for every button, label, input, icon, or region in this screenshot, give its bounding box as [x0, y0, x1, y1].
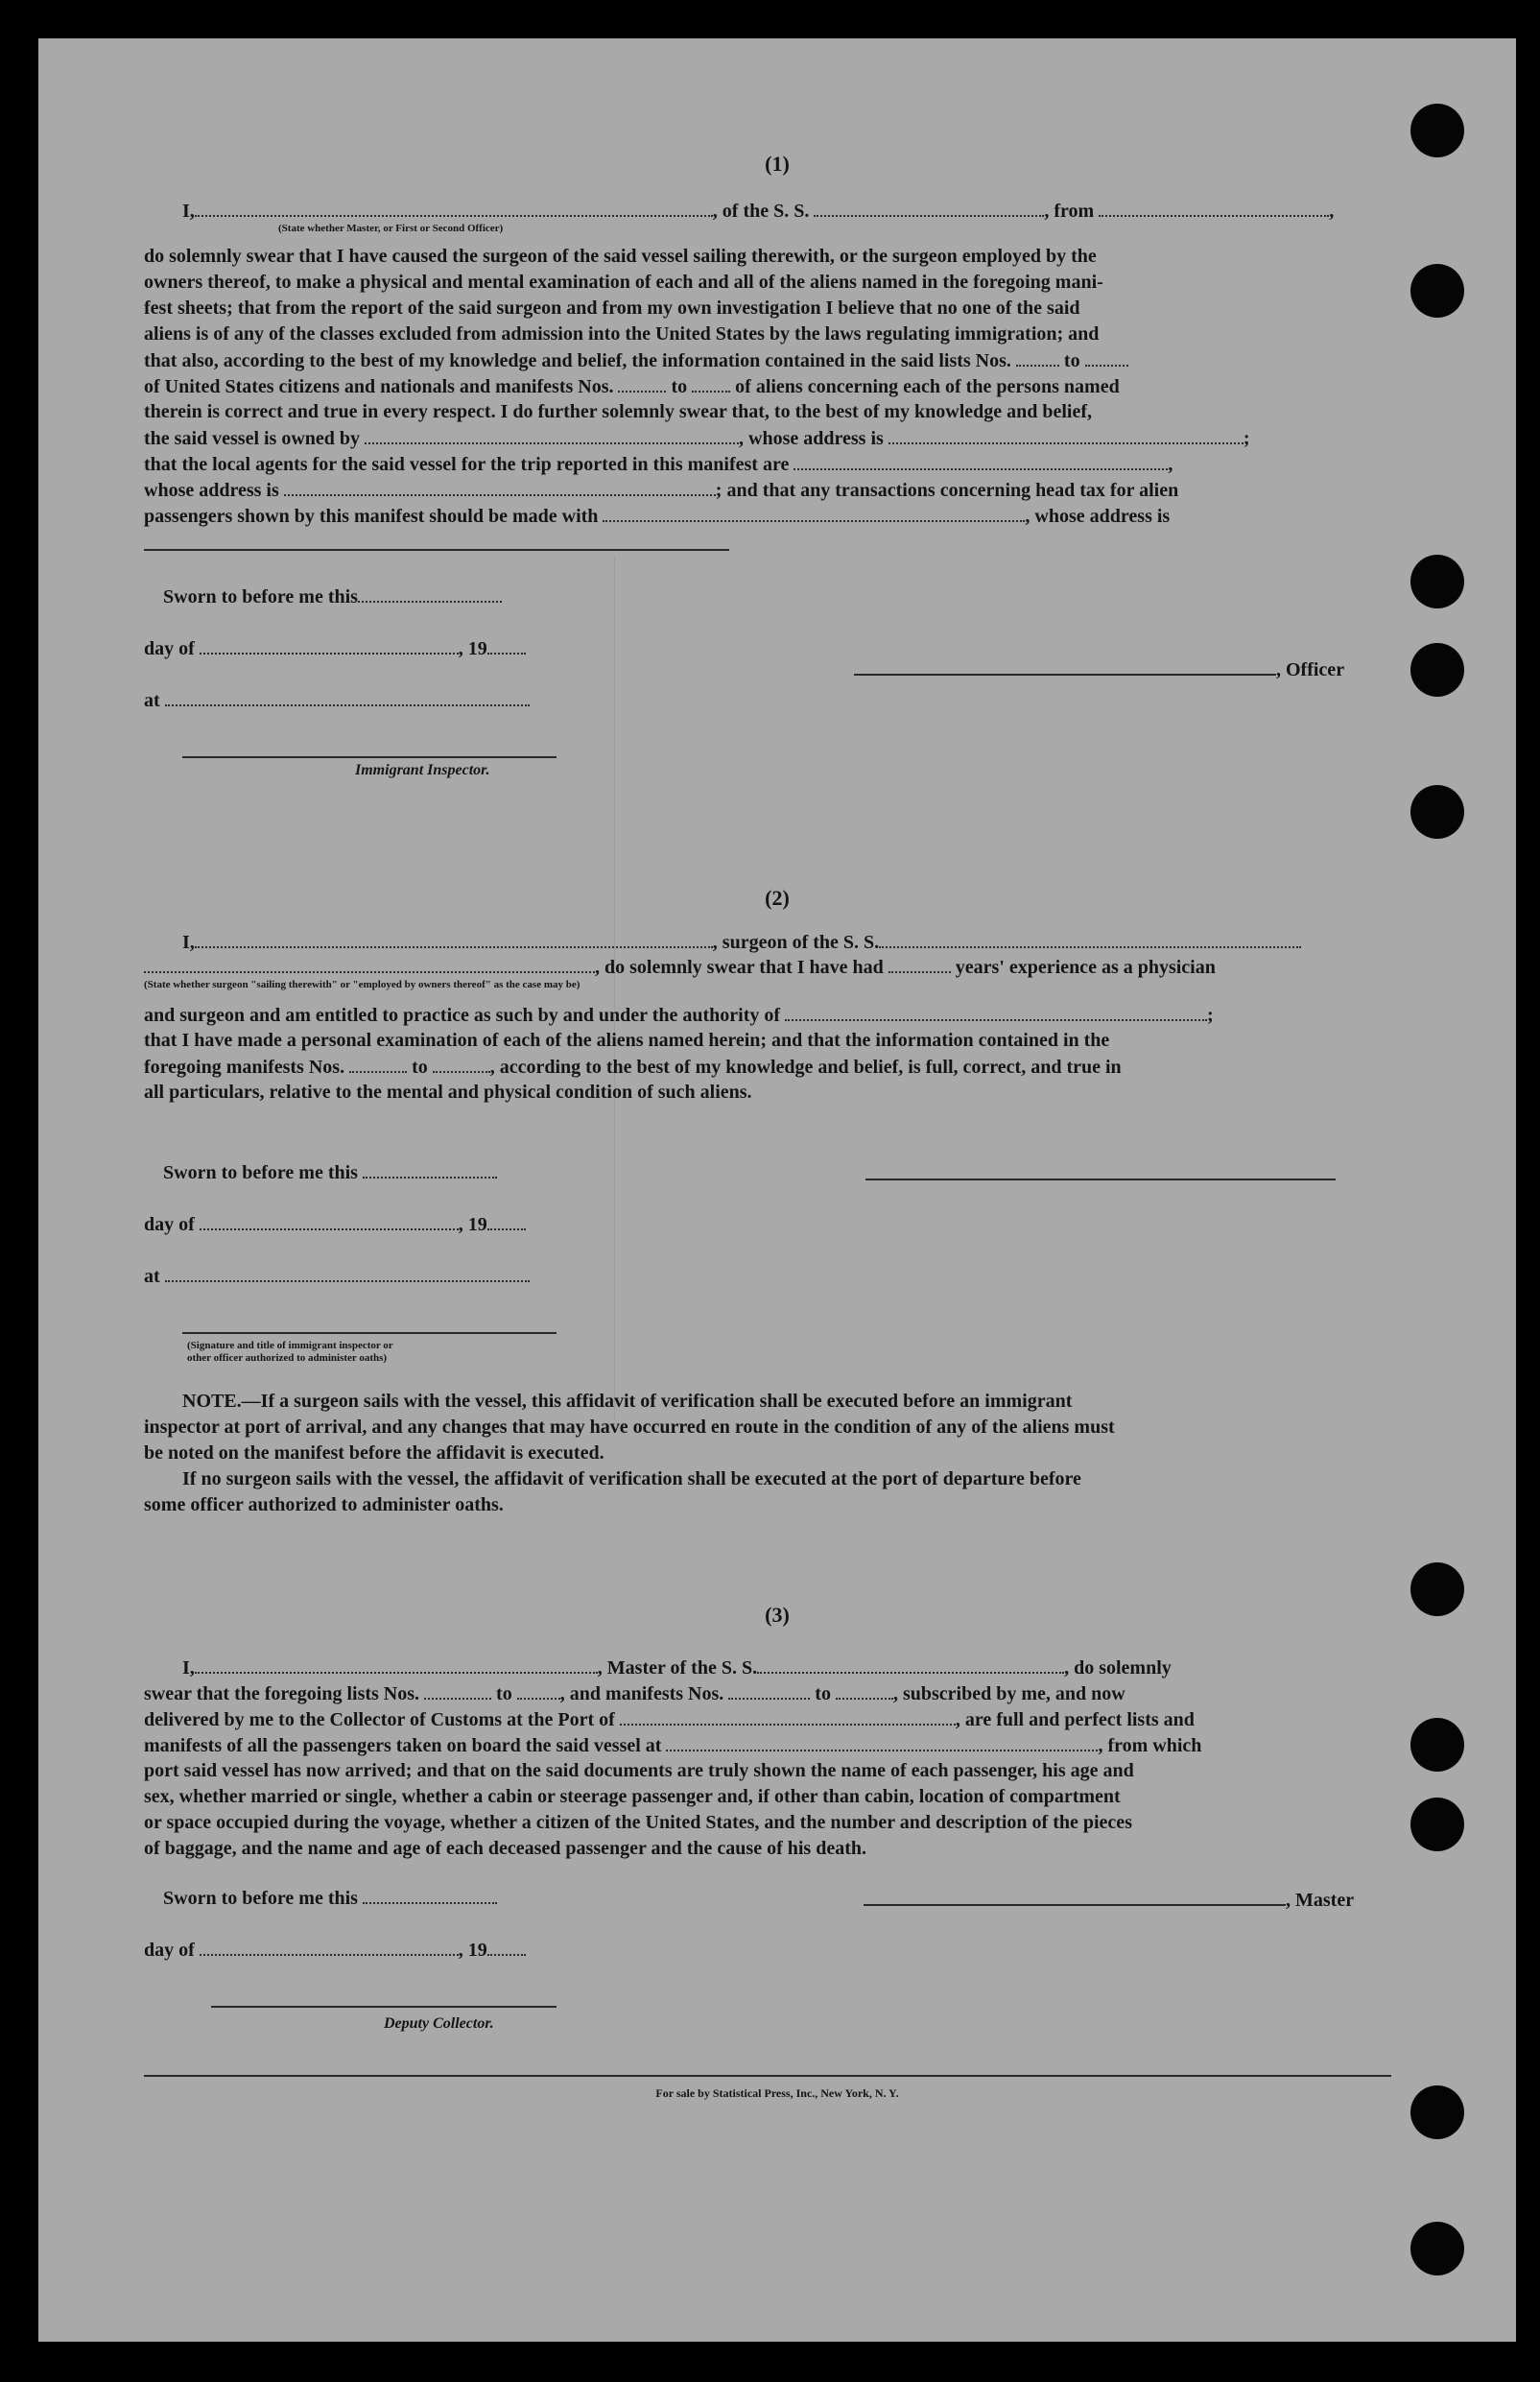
- s3-deputy-sig-line: [211, 2006, 557, 2008]
- section-3-number: (3): [765, 1603, 790, 1627]
- s3-para-line: sex, whether married or single, whether a cabin or steerage passenger and, if other than cabin, location of compartment: [144, 1786, 1121, 1807]
- s1-para-line: do solemnly swear that I have caused the surgeon of the said vessel sailing therewith, or the surgeon employed by the: [144, 246, 1097, 267]
- s1-para-line: passengers shown by this manifest should be made with , whose address is: [144, 503, 1170, 529]
- s1-line-0: I, , of the S. S. , from ,: [182, 198, 1334, 224]
- s3-para-line: swear that the foregoing lists Nos. to , and manifests Nos. to , subscribed by me, and now: [144, 1680, 1125, 1706]
- s2-sig-caption-1: (Signature and title of immigrant inspector or: [187, 1340, 393, 1351]
- s2-note-line: If no surgeon sails with the vessel, the affidavit of verification shall be executed at the port of departure before: [182, 1468, 1081, 1489]
- s1-day-of: day of , 19: [144, 635, 526, 661]
- punch-hole: [1410, 785, 1464, 839]
- s1-para-line: whose address is ; and that any transactions concerning head tax for alien: [144, 477, 1178, 503]
- s1-inspector-sig-line: [182, 756, 557, 758]
- s2-at: at: [144, 1263, 530, 1289]
- s3-para-line: or space occupied during the voyage, whether a citizen of the United States, and the number and description of the pieces: [144, 1812, 1132, 1833]
- s2-inspector-sig-line: [182, 1332, 557, 1334]
- s2-surgeon-caption: (State whether surgeon "sailing therewith" or "employed by owners thereof" as the case may be): [144, 979, 580, 990]
- s2-para-line: and surgeon and am entitled to practice as such by and under the authority of ;: [144, 1002, 1214, 1028]
- s3-day-of: day of , 19: [144, 1937, 526, 1963]
- section-2-number: (2): [765, 886, 790, 910]
- s2-note-line: be noted on the manifest before the affidavit is executed.: [144, 1442, 604, 1464]
- s1-para-line: the said vessel is owned by , whose address is ;: [144, 425, 1249, 451]
- s1-at: at: [144, 687, 530, 713]
- punch-hole: [1410, 2222, 1464, 2275]
- punch-hole: [1410, 264, 1464, 318]
- punch-hole: [1410, 104, 1464, 157]
- s2-sworn: Sworn to before me this: [163, 1159, 497, 1185]
- s1-para-line: owners thereof, to make a physical and mental examination of each and all of the aliens named in the foregoing mani-: [144, 272, 1103, 293]
- s1-officer-sig: , Officer: [854, 656, 1344, 682]
- s3-master-sig: , Master: [864, 1887, 1354, 1913]
- s1-para-line: therein is correct and true in every respect. I do further solemnly swear that, to the best of my knowledge and belief,: [144, 401, 1093, 422]
- s1-address-line: [144, 549, 729, 551]
- punch-hole: [1410, 643, 1464, 697]
- s1-para-line: of United States citizens and nationals and manifests Nos. to of aliens concerning each of the persons named: [144, 373, 1120, 399]
- s2-day-of: day of , 19: [144, 1211, 526, 1237]
- bleed-through: [614, 557, 1287, 1420]
- s2-para-line: that I have made a personal examination of each of the aliens named herein; and that the information contained in the: [144, 1030, 1110, 1051]
- s2-para-line: foregoing manifests Nos. to , according to the best of my knowledge and belief, is full, correct, and true in: [144, 1054, 1122, 1080]
- s2-note-line: some officer authorized to administer oaths.: [144, 1494, 504, 1515]
- s2-note-line: inspector at port of arrival, and any changes that may have occurred en route in the condition of any of the aliens must: [144, 1417, 1115, 1438]
- s2-line-0: I, , surgeon of the S. S.: [182, 929, 1301, 955]
- s2-note-line: NOTE.—If a surgeon sails with the vessel, this affidavit of verification shall be executed before an immigrant: [182, 1391, 1073, 1412]
- s3-deputy-caption: Deputy Collector.: [384, 2015, 494, 2032]
- s2-line-1: , do solemnly swear that I have had years' experience as a physician: [144, 954, 1216, 980]
- s3-para-line: delivered by me to the Collector of Customs at the Port of , are full and perfect lists and: [144, 1706, 1195, 1732]
- punch-hole: [1410, 555, 1464, 608]
- punch-hole: [1410, 1798, 1464, 1851]
- printer-imprint: For sale by Statistical Press, Inc., New York, N. Y.: [655, 2086, 899, 2100]
- s2-surgeon-sig-line: [865, 1179, 1336, 1180]
- s1-para-line: fest sheets; that from the report of the said surgeon and from my own investigation I believe that no one of the said: [144, 298, 1080, 319]
- s1-sworn: Sworn to before me this: [163, 584, 502, 609]
- punch-hole: [1410, 1718, 1464, 1772]
- s3-sworn: Sworn to before me this: [163, 1885, 497, 1911]
- s1-para-line: that also, according to the best of my knowledge and belief, the information contained in the said lists Nos. to: [144, 347, 1128, 373]
- s3-para-line: of baggage, and the name and age of each deceased passenger and the cause of his death.: [144, 1838, 866, 1859]
- s1-inspector-caption: Immigrant Inspector.: [355, 762, 490, 778]
- s2-para-line: all particulars, relative to the mental and physical condition of such aliens.: [144, 1082, 752, 1103]
- s3-para-line: port said vessel has now arrived; and that on the said documents are truly shown the name of each passenger, his age and: [144, 1760, 1134, 1781]
- s1-para-line: aliens is of any of the classes excluded from admission into the United States by the laws regulating immigration; and: [144, 323, 1100, 345]
- s3-line-0: I, , Master of the S. S. , do solemnly: [182, 1655, 1172, 1680]
- manifest-reverse-page: [38, 38, 1516, 2342]
- section-1-number: (1): [765, 152, 790, 176]
- s1-para-line: that the local agents for the said vessel for the trip reported in this manifest are ,: [144, 451, 1173, 477]
- s1-officer-caption: (State whether Master, or First or Second Officer): [278, 223, 504, 234]
- s3-para-line: manifests of all the passengers taken on board the said vessel at , from which: [144, 1732, 1201, 1758]
- s2-sig-caption-2: other officer authorized to administer oaths): [187, 1352, 388, 1364]
- footer-rule: [144, 2075, 1391, 2077]
